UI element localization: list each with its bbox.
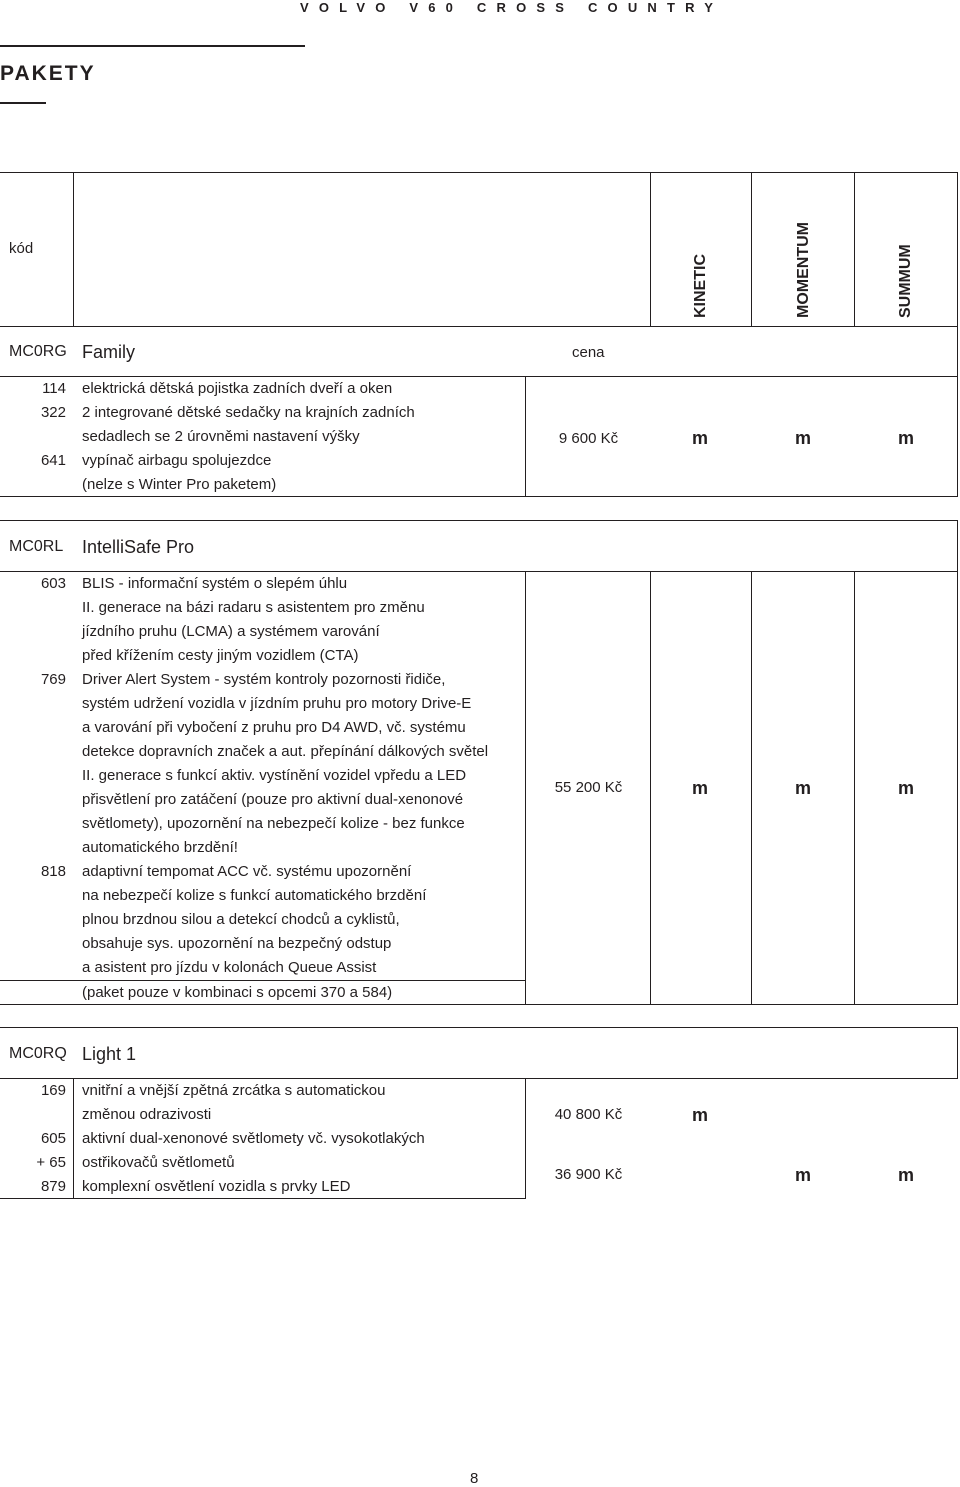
item-number: 769 — [40, 671, 66, 688]
item-description: obsahuje sys. upozornění na bezpečný odstup — [82, 935, 392, 952]
code-column-header: kód — [9, 240, 34, 257]
item-number: 114 — [42, 380, 66, 397]
item-description: 2 integrované dětské sedačky na krajních zadních — [82, 404, 415, 421]
package-price: 9 600 Kč — [558, 430, 619, 447]
item-description: světlomety), upozornění na nebezpečí kolize - bez funkce — [82, 815, 465, 832]
item-number: 605 — [40, 1130, 66, 1147]
package-code: MC0RL — [9, 538, 64, 555]
item-number: 169 — [40, 1082, 66, 1099]
page-number: 8 — [470, 1470, 479, 1487]
item-number: 879 — [40, 1178, 66, 1195]
package-note: (nelze s Winter Pro paketem) — [82, 476, 277, 493]
item-description: jízdního pruhu (LCMA) a systémem varování — [82, 623, 380, 640]
item-description: vnitřní a vnější zpětná zrcátka s automatickou — [82, 1082, 386, 1099]
package-price: 55 200 Kč — [554, 779, 623, 796]
header-rule — [0, 45, 305, 47]
item-description: sedadlech se 2 úrovněmi nastavení výšky — [82, 428, 360, 445]
package-name: IntelliSafe Pro — [82, 537, 195, 557]
item-number: 818 — [40, 863, 66, 880]
available-mark-summum: m — [897, 778, 914, 798]
page-title: PAKETY — [0, 62, 96, 85]
item-description: vypínač airbagu spolujezdce — [82, 452, 272, 469]
available-mark-summum: m — [897, 428, 914, 448]
item-description: plnou brzdnou silou a detekcí chodců a cyklistů, — [82, 911, 400, 928]
trim-header-summum: SUMMUM — [897, 244, 914, 318]
item-description: přisvětlení pro zatáčení (pouze pro aktivní dual-xenonové — [82, 791, 464, 808]
item-number: + 65 — [36, 1154, 66, 1171]
item-number: 641 — [40, 452, 66, 469]
item-description: a asistent pro jízdu v kolonách Queue Assist — [82, 959, 377, 976]
package-code: MC0RQ — [9, 1045, 67, 1062]
item-description: elektrická dětská pojistka zadních dveří a oken — [82, 380, 393, 397]
item-description: a varování při vybočení z pruhu pro D4 AWD, vč. systému — [82, 719, 466, 736]
item-description: detekce dopravních značek a aut. přepínání dálkových světel — [82, 743, 489, 760]
package-name: Family — [82, 342, 135, 362]
package-name: Light 1 — [82, 1044, 137, 1064]
package-price: 36 900 Kč — [554, 1166, 623, 1183]
package-price: 40 800 Kč — [554, 1106, 623, 1123]
item-description: před křížením cesty jiným vozidlem (CTA) — [82, 647, 359, 664]
item-number: 603 — [40, 575, 66, 592]
available-mark-kinetic: m — [691, 778, 708, 798]
available-mark-momentum: m — [794, 1165, 811, 1185]
item-description: na nebezpečí kolize s funkcí automatického brzdění — [82, 887, 427, 904]
item-description: komplexní osvětlení vozidla s prvky LED — [82, 1178, 351, 1195]
item-description: II. generace s funkcí aktiv. vystínění vozidel vpředu a LED — [82, 767, 467, 784]
available-mark-momentum: m — [794, 428, 811, 448]
available-mark-kinetic: m — [691, 1105, 708, 1125]
brand-header: VOLVO V60 CROSS COUNTRY — [300, 0, 724, 15]
item-description: Driver Alert System - systém kontroly pozornosti řidiče, — [82, 671, 446, 688]
package-note: (paket pouze v kombinaci s opcemi 370 a 584) — [82, 984, 393, 1001]
item-description: systém udržení vozidla v jízdním pruhu pro motory Drive-E — [82, 695, 472, 712]
available-mark-kinetic: m — [691, 428, 708, 448]
package-code: MC0RG — [9, 343, 67, 360]
item-description: adaptivní tempomat ACC vč. systému upozornění — [82, 863, 412, 880]
trim-header-momentum: MOMENTUM — [795, 222, 812, 318]
price-column-label: cena — [572, 344, 605, 361]
item-description: ostřikovačů světlometů — [82, 1154, 235, 1171]
item-description: II. generace na bázi radaru s asistentem pro změnu — [82, 599, 425, 616]
title-underline — [0, 102, 46, 104]
item-description: změnou odrazivosti — [82, 1106, 212, 1123]
item-number: 322 — [40, 404, 66, 421]
item-description: aktivní dual-xenonové světlomety vč. vysokotlakých — [82, 1130, 425, 1147]
available-mark-summum: m — [897, 1165, 914, 1185]
item-description: automatického brzdění! — [82, 839, 238, 856]
trim-header-kinetic: KINETIC — [692, 254, 709, 318]
available-mark-momentum: m — [794, 778, 811, 798]
item-description: BLIS - informační systém o slepém úhlu — [82, 575, 348, 592]
